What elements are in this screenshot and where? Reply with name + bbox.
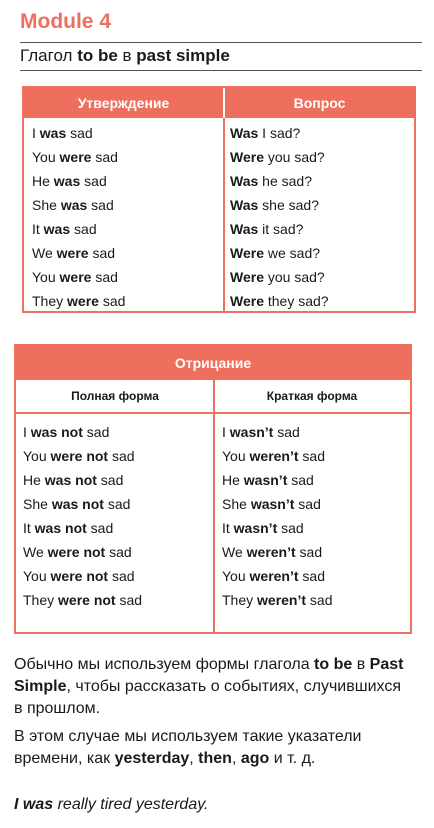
table-row — [230, 145, 329, 169]
table-row — [222, 588, 333, 612]
verb-form: wasn’t — [233, 520, 278, 536]
row-text: I — [222, 424, 230, 440]
verb-form: was — [43, 221, 71, 237]
verb-form: were — [59, 269, 92, 285]
table-row — [230, 193, 329, 217]
verb-form: Was — [230, 125, 259, 141]
row-text: sad — [295, 544, 323, 560]
table-row — [23, 564, 142, 588]
verb-form: was not — [51, 496, 104, 512]
table-row — [32, 145, 125, 169]
verb-form: Were — [230, 245, 264, 261]
table-row — [230, 121, 329, 145]
row-text: They — [32, 293, 68, 309]
table-row — [230, 265, 329, 289]
verb-form: was — [53, 173, 81, 189]
table-row — [23, 588, 142, 612]
header-affirmative: Утверждение — [77, 95, 170, 111]
row-text: sad — [91, 269, 118, 285]
row-text: you sad? — [263, 149, 325, 165]
table-row — [230, 289, 329, 313]
table-row — [222, 444, 333, 468]
row-text: we sad? — [263, 245, 321, 261]
row-text: sad — [108, 568, 135, 584]
row-text: sad — [294, 496, 321, 512]
row-text: sad — [287, 472, 314, 488]
table-row — [23, 468, 142, 492]
verb-form: Were — [230, 293, 264, 309]
table-row — [32, 217, 125, 241]
verb-form: was — [60, 197, 88, 213]
subtitle-text-2: в — [117, 46, 137, 65]
verb-form: weren’t — [246, 544, 296, 560]
table-row — [222, 492, 333, 516]
example-rest: really tired yesterday. — [53, 796, 209, 813]
negative-table — [14, 344, 412, 634]
table-row — [23, 420, 142, 444]
verb-form: were — [59, 149, 92, 165]
verb-form: Were — [230, 269, 264, 285]
row-text: We — [32, 245, 57, 261]
table-header — [24, 88, 414, 118]
column-divider — [223, 118, 225, 311]
table-row — [222, 468, 333, 492]
verb-form: were not — [50, 568, 109, 584]
row-text: I — [32, 125, 40, 141]
table-row — [230, 217, 329, 241]
para2-text-3: , — [231, 750, 241, 767]
table-row — [32, 241, 125, 265]
row-text: sad — [96, 472, 124, 488]
module-title: Module 4 — [20, 10, 112, 33]
row-text: He — [32, 173, 54, 189]
table-row — [23, 516, 142, 540]
para2-bold-3: ago — [240, 750, 270, 767]
row-text: sad — [66, 125, 93, 141]
row-text: sad — [87, 197, 114, 213]
table-header — [16, 346, 410, 380]
verb-form: Was — [230, 221, 259, 237]
verb-form: weren’t — [249, 568, 299, 584]
verb-form: were not — [47, 544, 106, 560]
row-text: sad — [86, 520, 114, 536]
table-row — [23, 444, 142, 468]
verb-form: weren’t — [257, 592, 307, 608]
row-text: it sad? — [258, 221, 304, 237]
row-text: She — [222, 496, 251, 512]
table-row — [222, 516, 333, 540]
verb-form: wasn’t — [229, 424, 274, 440]
row-text: It — [32, 221, 44, 237]
row-text: sad — [80, 173, 107, 189]
table-row — [32, 265, 125, 289]
row-text: she sad? — [258, 197, 319, 213]
subtitle-bold-2: past simple — [136, 46, 230, 65]
row-text: He — [23, 472, 45, 488]
row-text: he sad? — [258, 173, 312, 189]
example-sentence — [14, 794, 208, 816]
table-row — [32, 169, 125, 193]
table-row — [32, 121, 125, 145]
divider-bottom — [20, 70, 422, 71]
row-text: sad — [115, 592, 143, 608]
verb-form: were not — [50, 448, 109, 464]
para1-bold-2: Past Simple — [14, 656, 404, 695]
row-text: sad — [70, 221, 97, 237]
para1-text-1: Обычно мы используем формы глагола — [14, 656, 315, 673]
explanation-paragraph-2 — [14, 726, 412, 770]
row-text: sad — [298, 448, 325, 464]
table-row — [230, 169, 329, 193]
row-text: sad — [91, 149, 118, 165]
divider-top — [20, 42, 422, 43]
row-text: You — [222, 568, 250, 584]
subheader-short-form: Краткая форма — [266, 389, 358, 403]
verb-form: was not — [30, 424, 83, 440]
verb-form: was — [39, 125, 67, 141]
verb-form: was not — [34, 520, 87, 536]
row-text: sad — [108, 448, 135, 464]
question-column — [230, 121, 329, 313]
full-form-column — [23, 420, 142, 612]
verb-form: Were — [230, 149, 264, 165]
page-subtitle — [20, 46, 230, 66]
para2-text-2: , — [189, 750, 199, 767]
verb-form: Was — [230, 197, 259, 213]
table-row — [32, 193, 125, 217]
row-text: sad — [82, 424, 110, 440]
row-text: You — [23, 448, 51, 464]
header-negative: Отрицание — [174, 355, 252, 371]
header-question: Вопрос — [223, 88, 414, 118]
row-text: We — [222, 544, 247, 560]
example-bold: I was — [14, 796, 54, 813]
row-text: I sad? — [258, 125, 301, 141]
row-text: they sad? — [263, 293, 329, 309]
table-row — [23, 540, 142, 564]
row-text: sad — [277, 520, 304, 536]
para2-text-4: и т. д. — [269, 750, 316, 767]
row-text: You — [32, 149, 60, 165]
row-text: It — [222, 520, 234, 536]
row-text: sad — [273, 424, 300, 440]
verb-form: were — [67, 293, 99, 309]
para2-bold-2: then — [198, 750, 232, 767]
para2-bold-1: yesterday — [114, 750, 190, 767]
row-text: She — [32, 197, 61, 213]
verb-form: was not — [44, 472, 97, 488]
para1-text-3: , чтобы рассказать о событиях, случившихся в прошлом. — [14, 678, 401, 717]
verb-form: Was — [230, 173, 259, 189]
row-text: sad — [306, 592, 333, 608]
row-text: I — [23, 424, 31, 440]
row-text: sad — [298, 568, 325, 584]
column-divider — [213, 380, 215, 632]
verb-form: wasn’t — [243, 472, 288, 488]
subtitle-bold-1: to be — [77, 46, 118, 65]
row-text: It — [23, 520, 35, 536]
verb-form: weren’t — [249, 448, 299, 464]
short-form-column — [222, 420, 333, 612]
row-text: sad — [88, 245, 116, 261]
row-text: You — [32, 269, 60, 285]
verb-form: were not — [58, 592, 116, 608]
row-text: you sad? — [263, 269, 325, 285]
table-row — [230, 241, 329, 265]
table-row — [222, 564, 333, 588]
explanation-paragraph-1 — [14, 654, 412, 720]
table-row — [32, 289, 125, 313]
para1-text-2: в — [352, 656, 370, 673]
para1-bold-1: to be — [314, 656, 353, 673]
table-row — [222, 540, 333, 564]
verb-form: wasn’t — [250, 496, 295, 512]
row-text: He — [222, 472, 244, 488]
row-text: sad — [98, 293, 126, 309]
subtitle-text: Глагол — [20, 46, 78, 65]
table-row — [222, 420, 333, 444]
table-row — [23, 492, 142, 516]
row-text: They — [23, 592, 59, 608]
row-text: They — [222, 592, 258, 608]
row-text: She — [23, 496, 52, 512]
row-text: We — [23, 544, 48, 560]
subheader-full-form: Полная форма — [71, 389, 159, 403]
affirmative-column — [32, 121, 125, 313]
row-text: You — [222, 448, 250, 464]
row-text: sad — [103, 496, 131, 512]
row-text: sad — [105, 544, 132, 560]
row-text: You — [23, 568, 51, 584]
para2-text-1: В этом случае мы используем такие указатели времени, как — [14, 728, 362, 767]
affirmative-question-table — [22, 86, 416, 313]
verb-form: were — [56, 245, 89, 261]
